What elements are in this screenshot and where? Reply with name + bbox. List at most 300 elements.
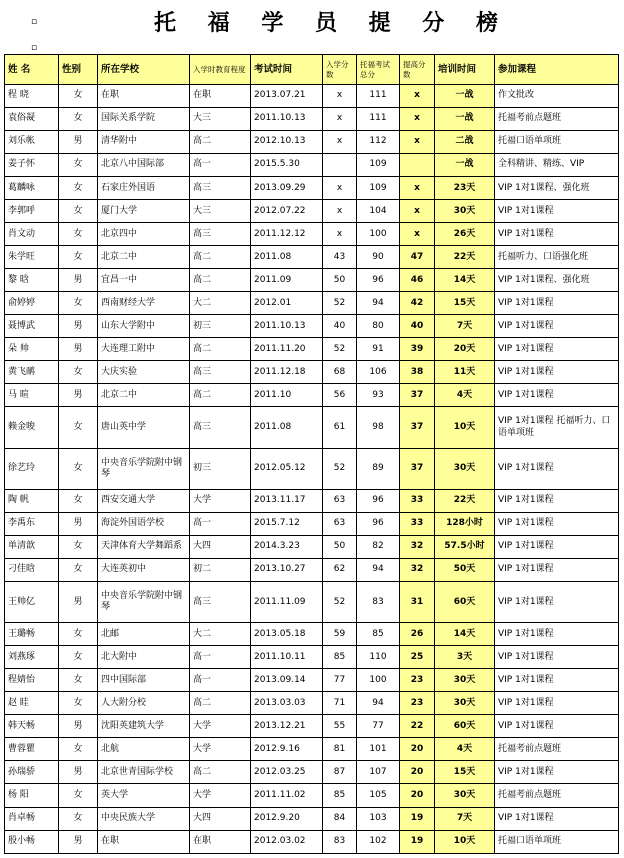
cell-education: 初三 <box>190 315 251 338</box>
cell-school: 英大学 <box>98 784 190 807</box>
cell-education: 高三 <box>190 407 251 448</box>
cell-name: 肖文动 <box>5 223 59 246</box>
cell-gender: 男 <box>59 338 98 361</box>
cell-entry-score: 84 <box>323 807 357 830</box>
cell-gender: 男 <box>59 582 98 623</box>
cell-name: 李禹东 <box>5 512 59 535</box>
cell-training-time: 60天 <box>435 582 495 623</box>
cell-name: 殷小畅 <box>5 830 59 853</box>
cell-exam-date: 2011.10 <box>251 384 323 407</box>
cell-toefl-score: 90 <box>357 246 400 269</box>
cell-exam-date: 2011.12.18 <box>251 361 323 384</box>
cell-toefl-score: 100 <box>357 223 400 246</box>
cell-school: 人大附分校 <box>98 692 190 715</box>
table-row <box>5 784 619 807</box>
cell-school: 四中国际部 <box>98 669 190 692</box>
cell-gender: 男 <box>59 512 98 535</box>
page-title: 托 福 学 员 提 分 榜 <box>154 10 510 36</box>
cell-name: 姜子怀 <box>5 154 59 177</box>
table-row <box>5 154 619 177</box>
cell-toefl-score: 107 <box>357 761 400 784</box>
cell-gender: 男 <box>59 715 98 738</box>
cell-gender: 女 <box>59 623 98 646</box>
cell-education: 高二 <box>190 692 251 715</box>
cell-training-time: 15天 <box>435 292 495 315</box>
cell-training-time: 7天 <box>435 807 495 830</box>
cell-education: 大学 <box>190 715 251 738</box>
cell-course: VIP 1对1课程 <box>495 761 619 784</box>
cell-exam-date: 2012.9.20 <box>251 807 323 830</box>
table-row <box>5 559 619 582</box>
cell-toefl-score: 96 <box>357 512 400 535</box>
cell-course: VIP 1对1课程 <box>495 807 619 830</box>
cell-course: VIP 1对1课程 <box>495 338 619 361</box>
table-row <box>5 535 619 558</box>
cell-training-time: 60天 <box>435 715 495 738</box>
bullet-2: ▫ <box>31 43 38 53</box>
cell-entry-score: 83 <box>323 830 357 853</box>
cell-gender: 女 <box>59 738 98 761</box>
cell-entry-score: 77 <box>323 669 357 692</box>
cell-improvement: 20 <box>400 784 435 807</box>
cell-school: 厦门大学 <box>98 200 190 223</box>
table-row <box>5 692 619 715</box>
cell-improvement: 37 <box>400 448 435 489</box>
cell-training-time: 15天 <box>435 761 495 784</box>
table-row <box>5 807 619 830</box>
cell-toefl-score: 89 <box>357 448 400 489</box>
cell-entry-score: 50 <box>323 535 357 558</box>
cell-exam-date: 2012.9.16 <box>251 738 323 761</box>
cell-gender: 女 <box>59 200 98 223</box>
cell-gender: 女 <box>59 108 98 131</box>
table-row <box>5 246 619 269</box>
cell-improvement: 46 <box>400 269 435 292</box>
cell-education: 大学 <box>190 738 251 761</box>
cell-training-time: 30天 <box>435 200 495 223</box>
cell-name: 孙瑞骄 <box>5 761 59 784</box>
cell-education: 高一 <box>190 154 251 177</box>
cell-name: 朵 帅 <box>5 338 59 361</box>
cell-improvement: 22 <box>400 715 435 738</box>
bullet-1: ▫ <box>31 17 38 27</box>
cell-school: 在职 <box>98 830 190 853</box>
cell-name: 俞婷婷 <box>5 292 59 315</box>
cell-course: VIP 1对1课程 <box>495 315 619 338</box>
cell-exam-date: 2012.05.12 <box>251 448 323 489</box>
cell-education: 大三 <box>190 200 251 223</box>
cell-training-time: 10天 <box>435 830 495 853</box>
header-training-time: 培训时间 <box>435 55 495 85</box>
cell-toefl-score: 98 <box>357 407 400 448</box>
cell-entry-score: 43 <box>323 246 357 269</box>
cell-entry-score: 85 <box>323 784 357 807</box>
cell-course: VIP 1对1课程 <box>495 512 619 535</box>
cell-gender: 女 <box>59 559 98 582</box>
cell-exam-date: 2013.09.29 <box>251 177 323 200</box>
cell-school: 海淀外国语学校 <box>98 512 190 535</box>
cell-education: 大四 <box>190 535 251 558</box>
cell-exam-date: 2013.07.21 <box>251 85 323 108</box>
cell-entry-score: 55 <box>323 715 357 738</box>
cell-improvement: 38 <box>400 361 435 384</box>
cell-exam-date: 2014.3.23 <box>251 535 323 558</box>
cell-school: 北京二中 <box>98 246 190 269</box>
cell-improvement: 37 <box>400 384 435 407</box>
cell-toefl-score: 96 <box>357 269 400 292</box>
cell-improvement: 32 <box>400 559 435 582</box>
table-row <box>5 177 619 200</box>
cell-exam-date: 2012.03.25 <box>251 761 323 784</box>
cell-training-time: 30天 <box>435 448 495 489</box>
cell-course: 托福听力、口语强化班 <box>495 246 619 269</box>
cell-education: 高三 <box>190 223 251 246</box>
cell-training-time: 128小时 <box>435 512 495 535</box>
cell-training-time: 23天 <box>435 177 495 200</box>
cell-improvement <box>400 154 435 177</box>
cell-education: 高三 <box>190 582 251 623</box>
cell-training-time: 一战 <box>435 108 495 131</box>
cell-entry-score: 61 <box>323 407 357 448</box>
cell-gender: 男 <box>59 830 98 853</box>
cell-name: 聂博武 <box>5 315 59 338</box>
cell-toefl-score: 85 <box>357 623 400 646</box>
cell-course: VIP 1对1课程 <box>495 646 619 669</box>
cell-toefl-score: 100 <box>357 669 400 692</box>
cell-education: 高三 <box>190 361 251 384</box>
cell-education: 初二 <box>190 559 251 582</box>
cell-gender: 男 <box>59 131 98 154</box>
cell-training-time: 4天 <box>435 738 495 761</box>
cell-exam-date: 2011.10.13 <box>251 108 323 131</box>
cell-school: 中央民族大学 <box>98 807 190 830</box>
cell-school: 北京世青国际学校 <box>98 761 190 784</box>
cell-name: 刘燕琢 <box>5 646 59 669</box>
cell-training-time: 10天 <box>435 407 495 448</box>
cell-gender: 男 <box>59 269 98 292</box>
header-toefl-score: 托福考试总分 <box>357 55 400 85</box>
cell-course: VIP 1对1课程 <box>495 582 619 623</box>
cell-improvement: 20 <box>400 738 435 761</box>
cell-exam-date: 2012.07.22 <box>251 200 323 223</box>
cell-school: 北京四中 <box>98 223 190 246</box>
cell-education: 大学 <box>190 784 251 807</box>
cell-entry-score: x <box>323 200 357 223</box>
table-row <box>5 269 619 292</box>
cell-exam-date: 2011.10.11 <box>251 646 323 669</box>
cell-course: VIP 1对1课程 <box>495 535 619 558</box>
table-row <box>5 715 619 738</box>
cell-improvement: 31 <box>400 582 435 623</box>
cell-name: 程 晓 <box>5 85 59 108</box>
cell-name: 曹蓉瞿 <box>5 738 59 761</box>
cell-improvement: x <box>400 200 435 223</box>
header-exam-date: 考试时间 <box>251 55 323 85</box>
cell-name: 葛麟咏 <box>5 177 59 200</box>
cell-name: 程婧怡 <box>5 669 59 692</box>
cell-improvement: 42 <box>400 292 435 315</box>
header-name: 姓 名 <box>5 55 59 85</box>
cell-training-time: 22天 <box>435 246 495 269</box>
cell-exam-date: 2012.03.02 <box>251 830 323 853</box>
cell-entry-score: 62 <box>323 559 357 582</box>
cell-gender: 女 <box>59 292 98 315</box>
cell-education: 高一 <box>190 646 251 669</box>
cell-school: 中央音乐学院附中钢琴 <box>98 582 190 623</box>
cell-improvement: 23 <box>400 669 435 692</box>
cell-gender: 男 <box>59 761 98 784</box>
cell-entry-score: 40 <box>323 315 357 338</box>
cell-education: 在职 <box>190 830 251 853</box>
cell-course: VIP 1对1课程 <box>495 448 619 489</box>
cell-entry-score: 52 <box>323 448 357 489</box>
cell-exam-date: 2011.11.20 <box>251 338 323 361</box>
cell-education: 高二 <box>190 761 251 784</box>
cell-training-time: 14天 <box>435 269 495 292</box>
cell-education: 大四 <box>190 807 251 830</box>
cell-entry-score: x <box>323 223 357 246</box>
cell-name: 刁佳晗 <box>5 559 59 582</box>
cell-name: 李郭呼 <box>5 200 59 223</box>
cell-school: 北京八中国际部 <box>98 154 190 177</box>
cell-toefl-score: 109 <box>357 154 400 177</box>
cell-exam-date: 2013.11.17 <box>251 489 323 512</box>
cell-toefl-score: 91 <box>357 338 400 361</box>
cell-improvement: 20 <box>400 761 435 784</box>
cell-entry-score: 52 <box>323 582 357 623</box>
cell-gender: 女 <box>59 535 98 558</box>
cell-entry-score: x <box>323 177 357 200</box>
cell-entry-score: 63 <box>323 489 357 512</box>
cell-toefl-score: 94 <box>357 692 400 715</box>
cell-school: 大庆实验 <box>98 361 190 384</box>
table-row <box>5 830 619 853</box>
cell-improvement: x <box>400 131 435 154</box>
cell-school: 中央音乐学院附中钢琴 <box>98 448 190 489</box>
cell-improvement: 33 <box>400 512 435 535</box>
cell-training-time: 一战 <box>435 85 495 108</box>
cell-training-time: 30天 <box>435 784 495 807</box>
cell-gender: 女 <box>59 669 98 692</box>
header-school: 所在学校 <box>98 55 190 85</box>
table-row <box>5 407 619 448</box>
cell-exam-date: 2015.7.12 <box>251 512 323 535</box>
table-row <box>5 131 619 154</box>
cell-entry-score: 59 <box>323 623 357 646</box>
cell-exam-date: 2011.08 <box>251 246 323 269</box>
cell-name: 赖金唆 <box>5 407 59 448</box>
cell-course: 托福考前点题班 <box>495 784 619 807</box>
header-education: 入学时教育程度 <box>190 55 251 85</box>
cell-school: 唐山英中学 <box>98 407 190 448</box>
cell-training-time: 57.5小时 <box>435 535 495 558</box>
table-row <box>5 292 619 315</box>
cell-improvement: 33 <box>400 489 435 512</box>
cell-name: 朱学旺 <box>5 246 59 269</box>
cell-toefl-score: 80 <box>357 315 400 338</box>
cell-gender: 女 <box>59 448 98 489</box>
cell-course: 托福口语单项班 <box>495 830 619 853</box>
cell-name: 杨 阳 <box>5 784 59 807</box>
cell-toefl-score: 111 <box>357 85 400 108</box>
cell-exam-date: 2013.10.27 <box>251 559 323 582</box>
cell-education: 高三 <box>190 177 251 200</box>
cell-education: 高二 <box>190 131 251 154</box>
cell-exam-date: 2011.08 <box>251 407 323 448</box>
cell-training-time: 50天 <box>435 559 495 582</box>
cell-exam-date: 2013.12.21 <box>251 715 323 738</box>
cell-training-time: 11天 <box>435 361 495 384</box>
cell-improvement: 26 <box>400 623 435 646</box>
cell-course: VIP 1对1课程 <box>495 692 619 715</box>
table-row <box>5 315 619 338</box>
cell-gender: 女 <box>59 177 98 200</box>
cell-toefl-score: 94 <box>357 292 400 315</box>
cell-school: 沈阳英建筑大学 <box>98 715 190 738</box>
cell-entry-score: 87 <box>323 761 357 784</box>
table-row <box>5 200 619 223</box>
cell-name: 黄飞鸸 <box>5 361 59 384</box>
cell-gender: 男 <box>59 315 98 338</box>
score-table <box>4 54 619 854</box>
cell-toefl-score: 102 <box>357 830 400 853</box>
cell-entry-score <box>323 154 357 177</box>
cell-course: VIP 1对1课程、强化班 <box>495 177 619 200</box>
cell-school: 大连理工附中 <box>98 338 190 361</box>
cell-improvement: 19 <box>400 830 435 853</box>
table-row <box>5 623 619 646</box>
cell-gender: 女 <box>59 807 98 830</box>
cell-course: 作文批改 <box>495 85 619 108</box>
cell-improvement: 25 <box>400 646 435 669</box>
cell-toefl-score: 101 <box>357 738 400 761</box>
cell-training-time: 26天 <box>435 223 495 246</box>
cell-gender: 男 <box>59 384 98 407</box>
cell-school: 国际关系学院 <box>98 108 190 131</box>
cell-training-time: 7天 <box>435 315 495 338</box>
table-row <box>5 338 619 361</box>
cell-course: VIP 1对1课程 <box>495 292 619 315</box>
cell-gender: 女 <box>59 85 98 108</box>
cell-entry-score: x <box>323 131 357 154</box>
cell-name: 黎 晗 <box>5 269 59 292</box>
cell-toefl-score: 104 <box>357 200 400 223</box>
cell-entry-score: 50 <box>323 269 357 292</box>
cell-improvement: x <box>400 223 435 246</box>
header-improvement: 提高分数 <box>400 55 435 85</box>
table-row <box>5 108 619 131</box>
cell-name: 赵 眭 <box>5 692 59 715</box>
cell-improvement: 40 <box>400 315 435 338</box>
cell-toefl-score: 94 <box>357 559 400 582</box>
cell-school: 在职 <box>98 85 190 108</box>
cell-exam-date: 2012.01 <box>251 292 323 315</box>
cell-improvement: 32 <box>400 535 435 558</box>
cell-exam-date: 2012.10.13 <box>251 131 323 154</box>
cell-toefl-score: 106 <box>357 361 400 384</box>
cell-course: VIP 1对1课程 <box>495 223 619 246</box>
cell-education: 高二 <box>190 384 251 407</box>
header-entry-score: 入学分数 <box>323 55 357 85</box>
cell-exam-date: 2011.12.12 <box>251 223 323 246</box>
cell-school: 山东大学附中 <box>98 315 190 338</box>
cell-course: 全科精讲、精练、VIP <box>495 154 619 177</box>
cell-course: 托福考前点题班 <box>495 108 619 131</box>
cell-improvement: x <box>400 85 435 108</box>
header-gender: 性别 <box>59 55 98 85</box>
cell-toefl-score: 93 <box>357 384 400 407</box>
cell-toefl-score: 110 <box>357 646 400 669</box>
cell-education: 在职 <box>190 85 251 108</box>
cell-improvement: 23 <box>400 692 435 715</box>
cell-training-time: 22天 <box>435 489 495 512</box>
cell-course: 托福口语单项班 <box>495 131 619 154</box>
cell-toefl-score: 77 <box>357 715 400 738</box>
cell-name: 肖卓畅 <box>5 807 59 830</box>
cell-toefl-score: 83 <box>357 582 400 623</box>
cell-course: VIP 1对1课程 <box>495 669 619 692</box>
cell-education: 高二 <box>190 338 251 361</box>
cell-exam-date: 2011.10.13 <box>251 315 323 338</box>
cell-entry-score: 56 <box>323 384 357 407</box>
cell-improvement: 47 <box>400 246 435 269</box>
cell-gender: 女 <box>59 361 98 384</box>
table-row <box>5 512 619 535</box>
cell-school: 宜昌一中 <box>98 269 190 292</box>
cell-entry-score: 85 <box>323 646 357 669</box>
table-row <box>5 489 619 512</box>
cell-school: 北大附中 <box>98 646 190 669</box>
cell-school: 西安交通大学 <box>98 489 190 512</box>
table-row <box>5 384 619 407</box>
cell-training-time: 30天 <box>435 669 495 692</box>
cell-improvement: 19 <box>400 807 435 830</box>
cell-toefl-score: 82 <box>357 535 400 558</box>
cell-entry-score: 81 <box>323 738 357 761</box>
cell-exam-date: 2015.5.30 <box>251 154 323 177</box>
table-row <box>5 738 619 761</box>
cell-improvement: 37 <box>400 407 435 448</box>
header-course: 参加课程 <box>495 55 619 85</box>
cell-name: 王帅亿 <box>5 582 59 623</box>
table-row <box>5 361 619 384</box>
cell-toefl-score: 105 <box>357 784 400 807</box>
cell-school: 天津体育大学舞蹈系 <box>98 535 190 558</box>
cell-name: 马 暄 <box>5 384 59 407</box>
cell-course: VIP 1对1课程 <box>495 559 619 582</box>
cell-toefl-score: 109 <box>357 177 400 200</box>
cell-gender: 女 <box>59 223 98 246</box>
cell-course: 托福考前点题班 <box>495 738 619 761</box>
cell-entry-score: 52 <box>323 338 357 361</box>
cell-training-time: 20天 <box>435 338 495 361</box>
cell-education: 大三 <box>190 108 251 131</box>
cell-course: VIP 1对1课程 <box>495 384 619 407</box>
cell-name: 徐艺玲 <box>5 448 59 489</box>
cell-course: VIP 1对1课程 托福听力、口语单项班 <box>495 407 619 448</box>
cell-toefl-score: 96 <box>357 489 400 512</box>
cell-training-time: 30天 <box>435 692 495 715</box>
cell-education: 高二 <box>190 246 251 269</box>
cell-exam-date: 2011.09 <box>251 269 323 292</box>
cell-name: 袁俗凝 <box>5 108 59 131</box>
cell-course: VIP 1对1课程、强化班 <box>495 269 619 292</box>
cell-gender: 女 <box>59 784 98 807</box>
cell-name: 单清歆 <box>5 535 59 558</box>
cell-school: 清华附中 <box>98 131 190 154</box>
cell-school: 石家庄外国语 <box>98 177 190 200</box>
cell-education: 高一 <box>190 512 251 535</box>
